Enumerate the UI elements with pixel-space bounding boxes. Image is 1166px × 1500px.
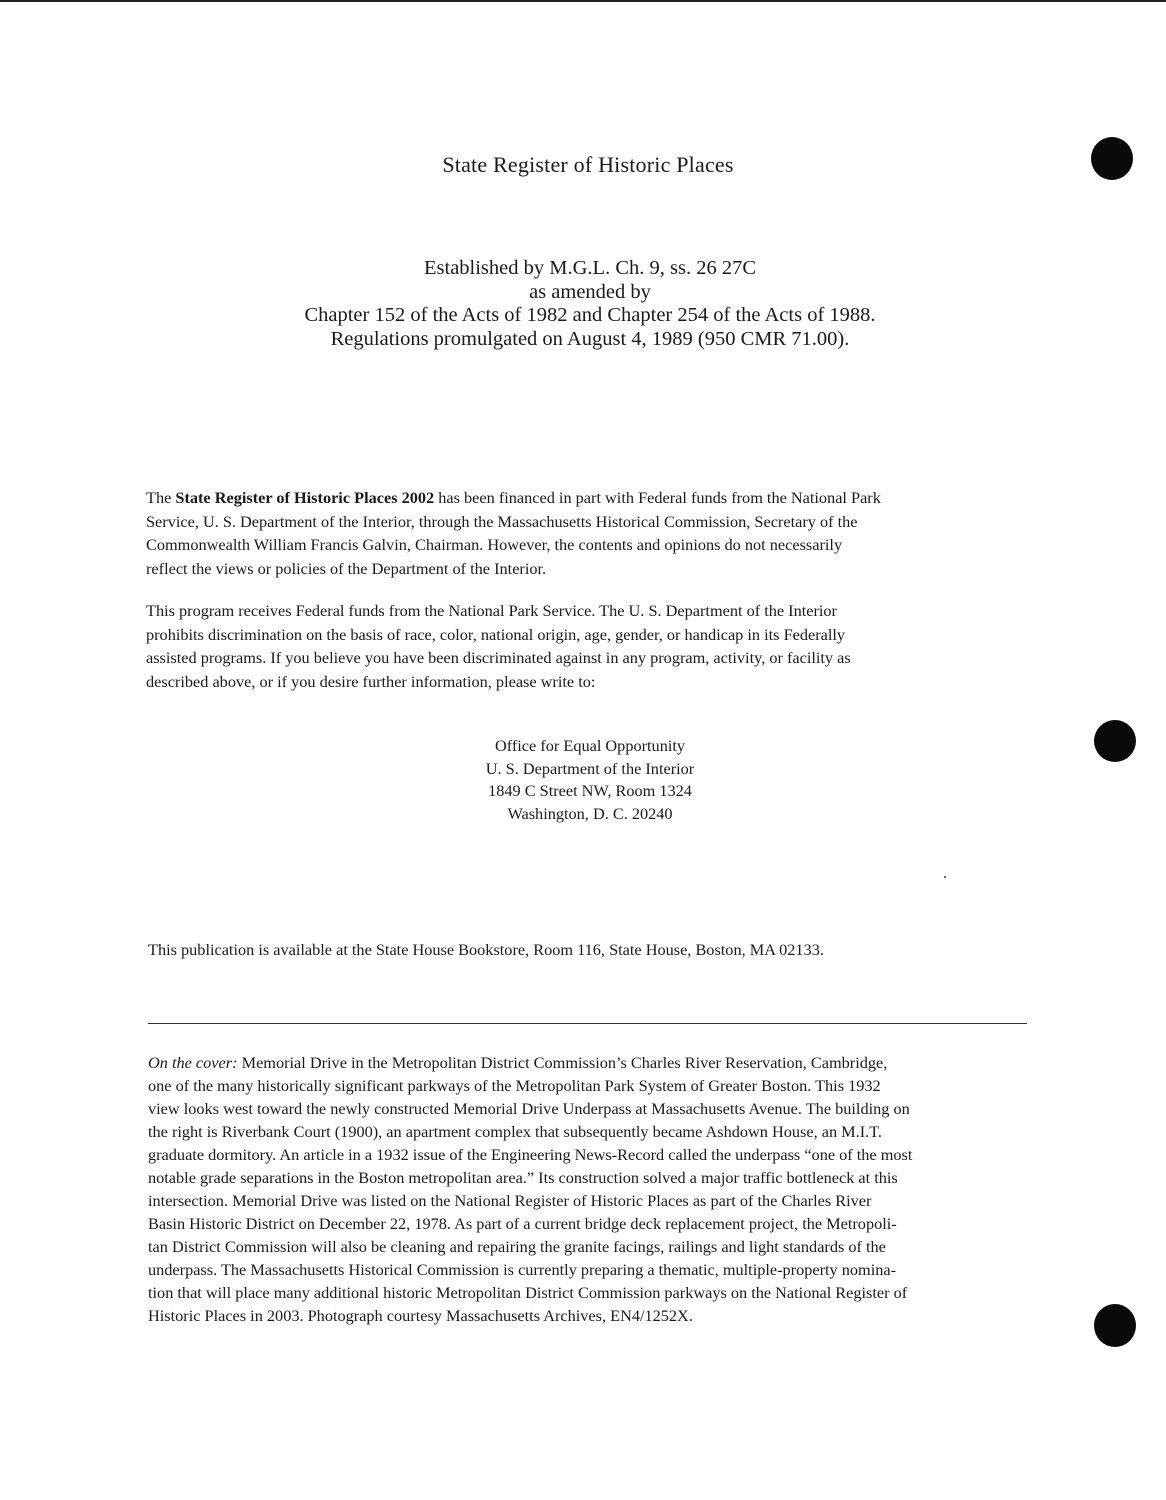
mailing-address [390,735,790,825]
legal-authority-line: Established by M.G.L. Ch. 9, ss. 26 27C [424,257,756,279]
funding-line: Service, U. S. Department of the Interior, through the Massachusetts Historical Commission, Secretary of the [146,511,858,531]
cover-caption-line: tan District Commission will also be cleaning and repairing the granite facings, railings and light standards of the [148,1237,886,1256]
nondiscrimination-paragraph [146,599,1046,693]
cover-caption-line: tion that will place many additional historic Metropolitan District Commission parkways on the National Register of [148,1283,908,1302]
nondiscrimination-line: This program receives Federal funds from the National Park Service. The U. S. Department of the Interior [146,601,837,620]
legal-authority-line: Chapter 152 of the Acts of 1982 and Chapter 254 of the Acts of 1988. [304,304,876,326]
nondiscrimination-line: described above, or if you desire further information, please write to: [146,671,596,691]
page-top-edge [0,0,1166,2]
cover-caption [148,1051,1048,1327]
funding-line: Commonwealth William Francis Galvin, Chairman. However, the contents and opinions do not necessarily [146,535,843,554]
cover-caption-line: view looks west toward the newly constructed Memorial Drive Underpass at Massachusetts Avenue. The building on [148,1099,910,1118]
legal-authority-block [230,257,950,351]
cover-caption-line: intersection. Memorial Drive was listed on the National Register of Historic Places as part of the Charles River [148,1191,872,1210]
address-line: Office for Equal Opportunity [494,736,686,755]
punch-hole [1094,1304,1136,1347]
legal-authority-line: as amended by [529,280,651,303]
cover-caption-line: Historic Places in 2003. Photograph courtesy Massachusetts Archives, EN4/1252X. [148,1306,693,1325]
cover-caption-line: graduate dormitory. An article in a 1932 issue of the Engineering News-Record called the underpass “one of the most [148,1145,913,1164]
cover-caption-line: one of the many historically significant parkways of the Metropolitan Park System of Greater Boston. This 1932 [148,1076,881,1095]
page-title: State Register of Historic Places [442,152,734,177]
funding-paragraph [146,486,1046,580]
cover-caption-line: notable grade separations in the Boston metropolitan area.” Its construction solved a major traffic bottleneck at this [148,1168,898,1187]
legal-authority-line: Regulations promulgated on August 4, 1989 (950 CMR 71.00). [330,327,850,350]
address-line: Washington, D. C. 20240 [507,803,673,823]
punch-hole [1094,720,1136,762]
nondiscrimination-line: prohibits discrimination on the basis of race, color, national origin, age, gender, or handicap in its Federally [146,624,846,644]
cover-caption-line: underpass. The Massachusetts Historical Commission is currently preparing a thematic, multiple-property nomina- [148,1260,897,1279]
publication-title: State Register of Historic Places 2002 [175,488,435,507]
stray-mark [944,876,946,878]
address-line: 1849 C Street NW, Room 1324 [488,781,692,800]
funding-line: The State Register of Historic Places 2002 has been financed in part with Federal funds from the National Park [146,488,881,507]
cover-caption-line: Basin Historic District on December 22, 1978. As part of a current bridge deck replacement project, the Metropoli- [148,1214,897,1233]
cover-caption-line: On the cover: Memorial Drive in the Metropolitan District Commission’s Charles River Reservation, Cambridge, [148,1053,888,1072]
availability-note: This publication is available at the State House Bookstore, Room 116, State House, Boston, MA 02133. [148,940,824,959]
cover-caption-label: On the cover: [148,1053,238,1072]
nondiscrimination-line: assisted programs. If you believe you have been discriminated against in any program, activity, or facility as [146,648,851,667]
cover-caption-line: the right is Riverbank Court (1900), an apartment complex that subsequently became Ashdown House, an M.I.T. [148,1122,882,1141]
address-line: U. S. Department of the Interior [485,758,695,778]
divider [148,1023,1027,1024]
funding-line: reflect the views or policies of the Department of the Interior. [146,558,547,578]
